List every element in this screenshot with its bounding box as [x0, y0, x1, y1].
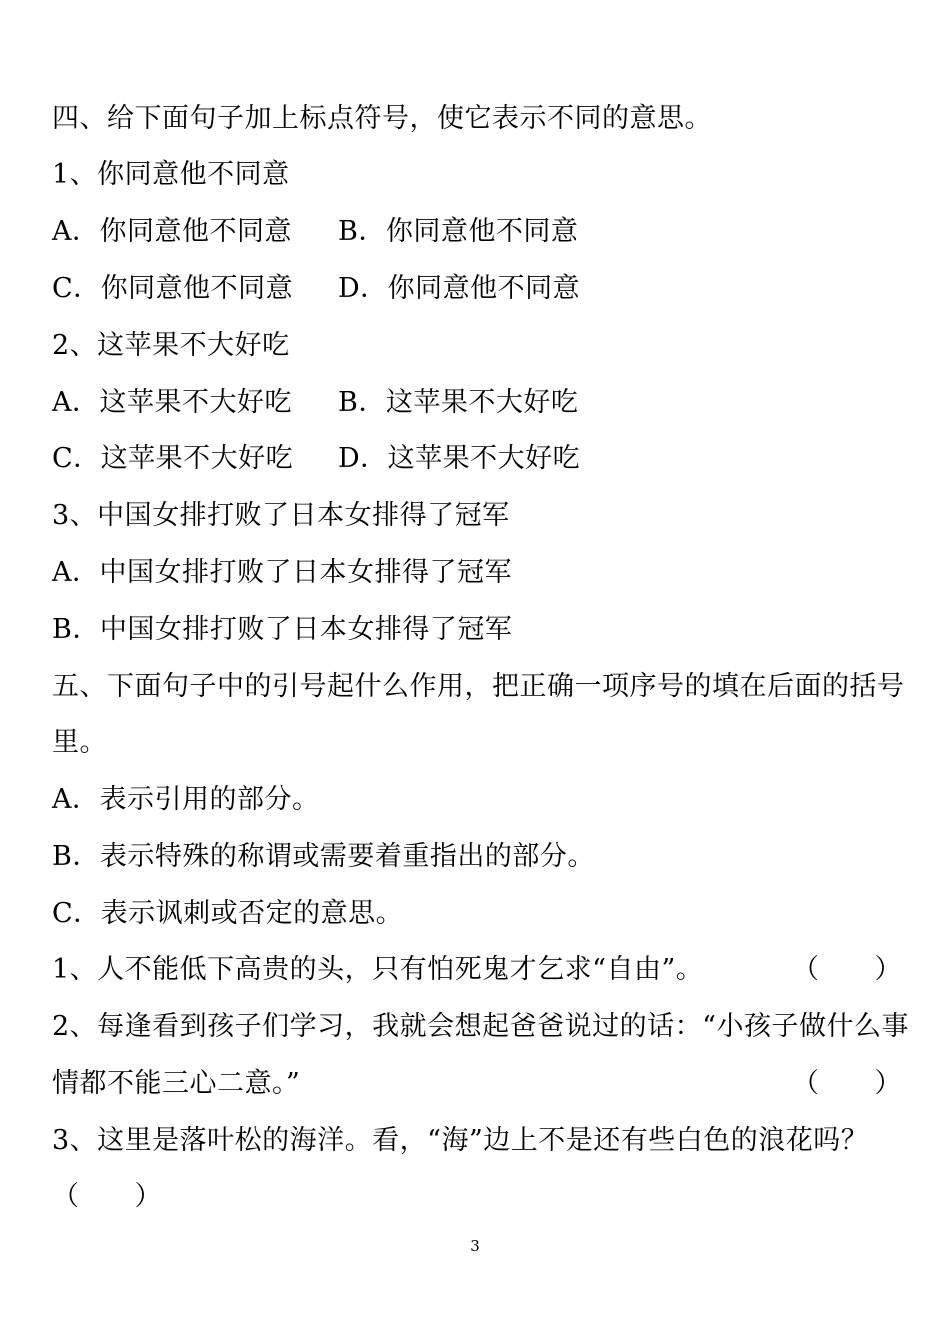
q2-option-b: B．这苹果不大好吃	[338, 387, 579, 418]
section5-q2-answer-blank[interactable]: （ ）	[792, 1068, 902, 1099]
q1-options-row2	[52, 269, 902, 309]
q1-option-d: D．你同意他不同意	[338, 273, 581, 304]
q2-options-row1	[52, 383, 902, 423]
section5-q1-text: 1、人不能低下高贵的头，只有怕死鬼才乞求“自由”。	[52, 954, 704, 985]
section5-q1-answer-blank[interactable]: （ ）	[792, 954, 902, 985]
section5-option-c: C．表示讽刺或否定的意思。	[52, 898, 404, 929]
section5-q2-line1: 2、每逢看到孩子们学习，我就会想起爸爸说过的话：“小孩子做什么事	[52, 1011, 909, 1042]
section5-q2-text: 情都不能三心二意。”	[52, 1068, 301, 1099]
section5-option-b: B．表示特殊的称谓或需要着重指出的部分。	[52, 841, 595, 872]
section5-q1	[52, 950, 902, 990]
page-number: 3	[470, 1237, 480, 1255]
section5-title-line1: 五、下面句子中的引号起什么作用，把正确一项序号的填在后面的括号	[52, 671, 905, 702]
section5-q3-answer-blank[interactable]: （ ）	[52, 1181, 162, 1212]
q1-option-a: A．你同意他不同意	[52, 216, 292, 247]
q2-stem: 2、这苹果不大好吃	[52, 330, 290, 361]
q3-stem: 3、中国女排打败了日本女排得了冠军	[52, 500, 510, 531]
q2-option-c: C．这苹果不大好吃	[52, 443, 294, 474]
section5-q2-line2	[52, 1064, 902, 1104]
section4-title: 四、给下面句子加上标点符号，使它表示不同的意思。	[52, 103, 712, 134]
q1-option-b: B．你同意他不同意	[338, 216, 579, 247]
q1-option-c: C．你同意他不同意	[52, 273, 294, 304]
q2-option-a: A．这苹果不大好吃	[52, 387, 292, 418]
q3-option-a: A．中国女排打败了日本女排得了冠军	[52, 557, 512, 588]
q2-options-row2	[52, 439, 902, 479]
q2-option-d: D．这苹果不大好吃	[338, 443, 581, 474]
q1-options-row1	[52, 212, 902, 252]
q3-option-b: B．中国女排打败了日本女排得了冠军	[52, 614, 513, 645]
section5-q3-line1: 3、这里是落叶松的海洋。看，“海”边上不是还有些白色的浪花吗？	[52, 1125, 869, 1156]
q1-stem: 1、你同意他不同意	[52, 159, 290, 190]
section5-option-a: A．表示引用的部分。	[52, 784, 320, 815]
section5-q3-line2	[52, 1177, 902, 1217]
section5-title-line2: 里。	[52, 727, 107, 758]
